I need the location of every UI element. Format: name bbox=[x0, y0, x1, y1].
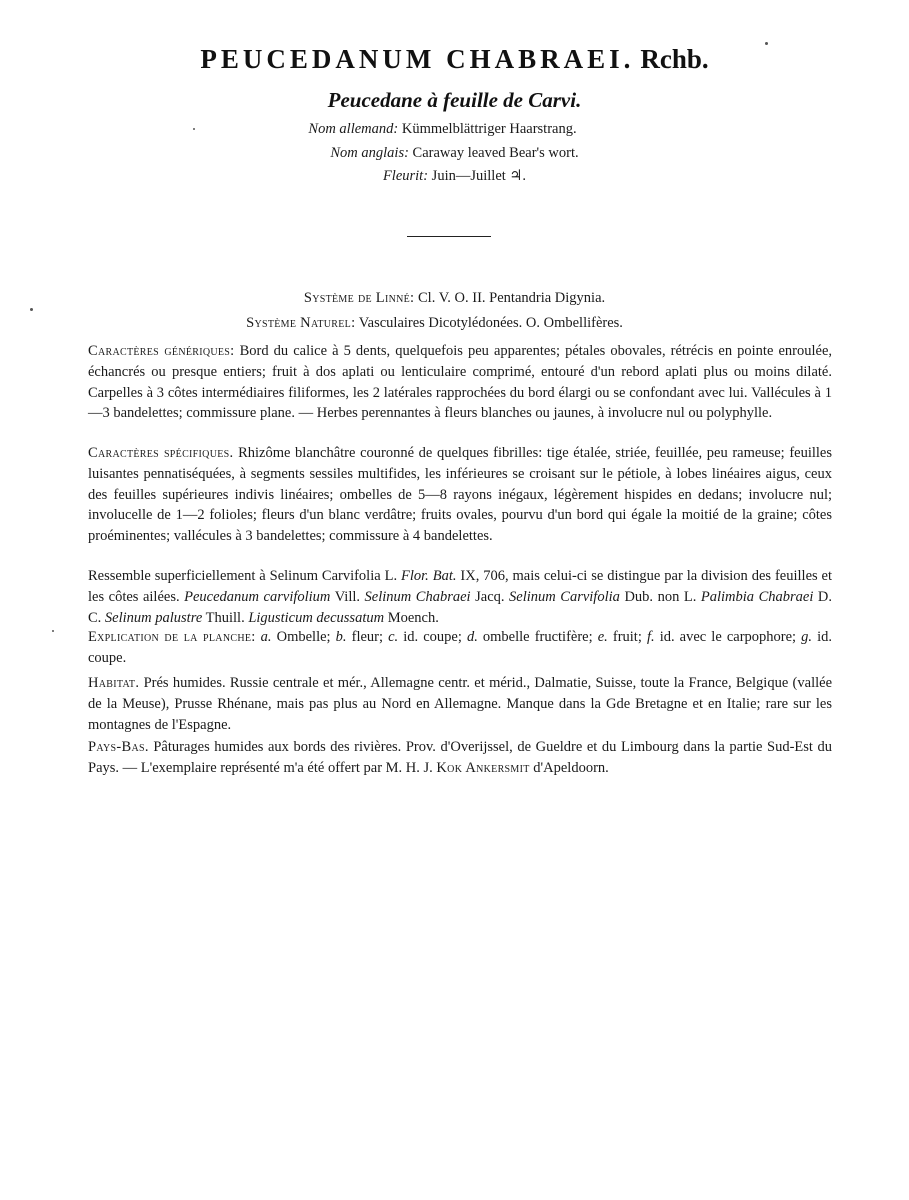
flowering-value: Juin—Juillet ♃. bbox=[431, 168, 527, 184]
plate-desc-b: fleur; bbox=[351, 629, 384, 645]
synonym-1: Peucedanum carvifolium bbox=[184, 588, 331, 605]
page-title bbox=[0, 44, 909, 75]
synonym-5: Selinum palustre bbox=[104, 609, 203, 626]
linne-value: Cl. V. O. II. Pentandria Digynia. bbox=[418, 290, 606, 306]
resemblance-ref-1: Flor. Bat. bbox=[401, 568, 457, 584]
flowering-label: Fleurit: bbox=[382, 168, 429, 184]
german-name-line bbox=[0, 121, 897, 138]
specific-characters-text: Rhizôme blanchâtre couronné de quelques fibrilles: tige étalée, striée, feuillée, peu rameuse; feuilles luisantes pennatiséquées, à segments sessiles multifides, les inférieures se croisant sur le pétiole, à lobes linéaires aigus, ceux des feuilles supérieures indivis linéaires; ombelles de 5—8 rayons inégaux, légèrement hispides en dedans; involucre nul; involucelle de 1—2 folioles; fleurs d'un blanc verdâtre; fruits ovales, pourvu d'un bord qui égale la moitié de la graine; côtes proéminentes; vallécules à 3 bandelettes; commissure à 4 bandelettes. bbox=[88, 445, 833, 545]
plate-desc-d: ombelle fructifère; bbox=[482, 629, 593, 645]
synonym-author-5: Thuill. bbox=[205, 609, 245, 626]
synonym-3: Selinum Carvifolia bbox=[509, 588, 620, 605]
specific-characters-paragraph bbox=[88, 443, 832, 547]
habitat-paragraph bbox=[88, 673, 832, 735]
species-author: Rchb. bbox=[640, 44, 709, 74]
separator-rule bbox=[407, 236, 491, 237]
natural-system-line bbox=[0, 315, 889, 332]
french-name: Peucedane à feuille de Carvi. bbox=[327, 88, 582, 112]
naturel-label: Système Naturel: bbox=[246, 315, 356, 331]
specific-characters-label: Caractères spécifiques. bbox=[88, 445, 234, 461]
resemblance-paragraph bbox=[88, 566, 832, 628]
paper-speck bbox=[193, 128, 195, 130]
species-name: PEUCEDANUM CHABRAEI. bbox=[200, 44, 635, 74]
english-name-line bbox=[0, 145, 909, 162]
plate-key-a: a. bbox=[260, 629, 272, 645]
generic-characters-text: Bord du calice à 5 dents, quelquefois peu apparentes; pétales obovales, rétrécis en pointe enroulée, échancrés ou presque entiers; fruit à dos aplati ou lenticulaire comprimé, entouré d'un rebord aplati plus ou moins dilaté. Carpelles à 3 côtes intermédiaires filiformes, les 2 latérales rapprochées du bord élargi ou se confondant avec lui. Vallécules à 1—3 bandelettes; commissure plane. — Herbes perennantes à fleurs blanches ou jaunes, à involucre nul ou polyphylle. bbox=[88, 343, 833, 422]
donor-name: Kok Ankersmit bbox=[436, 759, 530, 776]
english-value: Caraway leaved Bear's wort. bbox=[412, 145, 579, 161]
plate-key-c: c. bbox=[388, 629, 399, 645]
generic-characters-label: Caractères génériques: bbox=[88, 343, 235, 359]
naturel-value: Vasculaires Dicotylédonées. O. Ombellifères. bbox=[358, 315, 623, 331]
plate-key-b: b. bbox=[335, 629, 347, 645]
donor-place: d'Apeldoorn. bbox=[533, 759, 609, 776]
flowering-line bbox=[0, 168, 909, 185]
plate-desc-c: id. coupe; bbox=[403, 629, 462, 645]
german-label: Nom allemand: bbox=[308, 121, 399, 137]
linne-label: Système de Linné: bbox=[303, 290, 415, 306]
german-value: Kümmelblättriger Haarstrang. bbox=[401, 121, 577, 137]
paper-speck bbox=[30, 308, 33, 311]
plate-key-d: d. bbox=[466, 629, 478, 645]
synonym-author-6: Moench. bbox=[387, 609, 439, 626]
netherlands-text: Pâturages humides aux bords des rivières. Prov. d'Overijssel, de Gueldre et du Limbourg dans la partie Sud-Est du Pays. — L'exemplaire représenté m'a été offert par M. H. J. bbox=[88, 739, 833, 776]
plate-key-f: f. bbox=[646, 629, 655, 645]
resemblance-text-2: IX, 706, mais celui-ci se distingue par la division des feuilles et les côtes ailées. bbox=[88, 568, 833, 605]
english-label: Nom anglais: bbox=[330, 145, 409, 161]
plate-desc-e: fruit; bbox=[612, 629, 642, 645]
habitat-text: Prés humides. Russie centrale et mér., Allemagne centr. et mérid., Dalmatie, Suisse, toute la France, Belgique (vallée de la Meuse), Prusse Rhénane, mais pas plus au Nord en Allemagne. Manque dans la Gde Bretagne et en Italie; rare sur les montagnes de l'Espagne. bbox=[88, 675, 833, 733]
generic-characters-paragraph bbox=[88, 341, 832, 424]
netherlands-label: Pays-Bas. bbox=[88, 739, 149, 755]
synonym-author-3: Dub. non L. bbox=[624, 588, 697, 605]
plate-desc-a: Ombelle; bbox=[276, 629, 331, 645]
plate-key-e: e. bbox=[597, 629, 608, 645]
paper-speck bbox=[52, 630, 54, 632]
synonym-author-4: D. C. bbox=[88, 588, 832, 626]
habitat-label: Habitat. bbox=[88, 675, 140, 691]
plate-explanation-label: Explication de la planche: bbox=[88, 629, 256, 645]
paper-speck bbox=[765, 42, 768, 45]
synonym-6: Ligusticum decussatum bbox=[248, 609, 385, 626]
synonym-4: Palimbia Chabraei bbox=[700, 588, 814, 605]
plate-desc-f: id. avec le carpophore; bbox=[659, 629, 797, 645]
synonym-2: Selinum Chabraei bbox=[364, 588, 471, 605]
resemblance-text-1: Ressemble superficiellement à Selinum Carvifolia L. bbox=[88, 568, 398, 584]
plate-key-g: g. bbox=[801, 629, 813, 645]
linne-system-line bbox=[0, 290, 909, 307]
plate-explanation-paragraph bbox=[88, 627, 832, 669]
synonym-author-1: Vill. bbox=[334, 588, 361, 605]
plate-desc-g: id. coupe. bbox=[88, 629, 833, 666]
netherlands-paragraph bbox=[88, 737, 832, 779]
synonym-author-2: Jacq. bbox=[475, 588, 505, 605]
